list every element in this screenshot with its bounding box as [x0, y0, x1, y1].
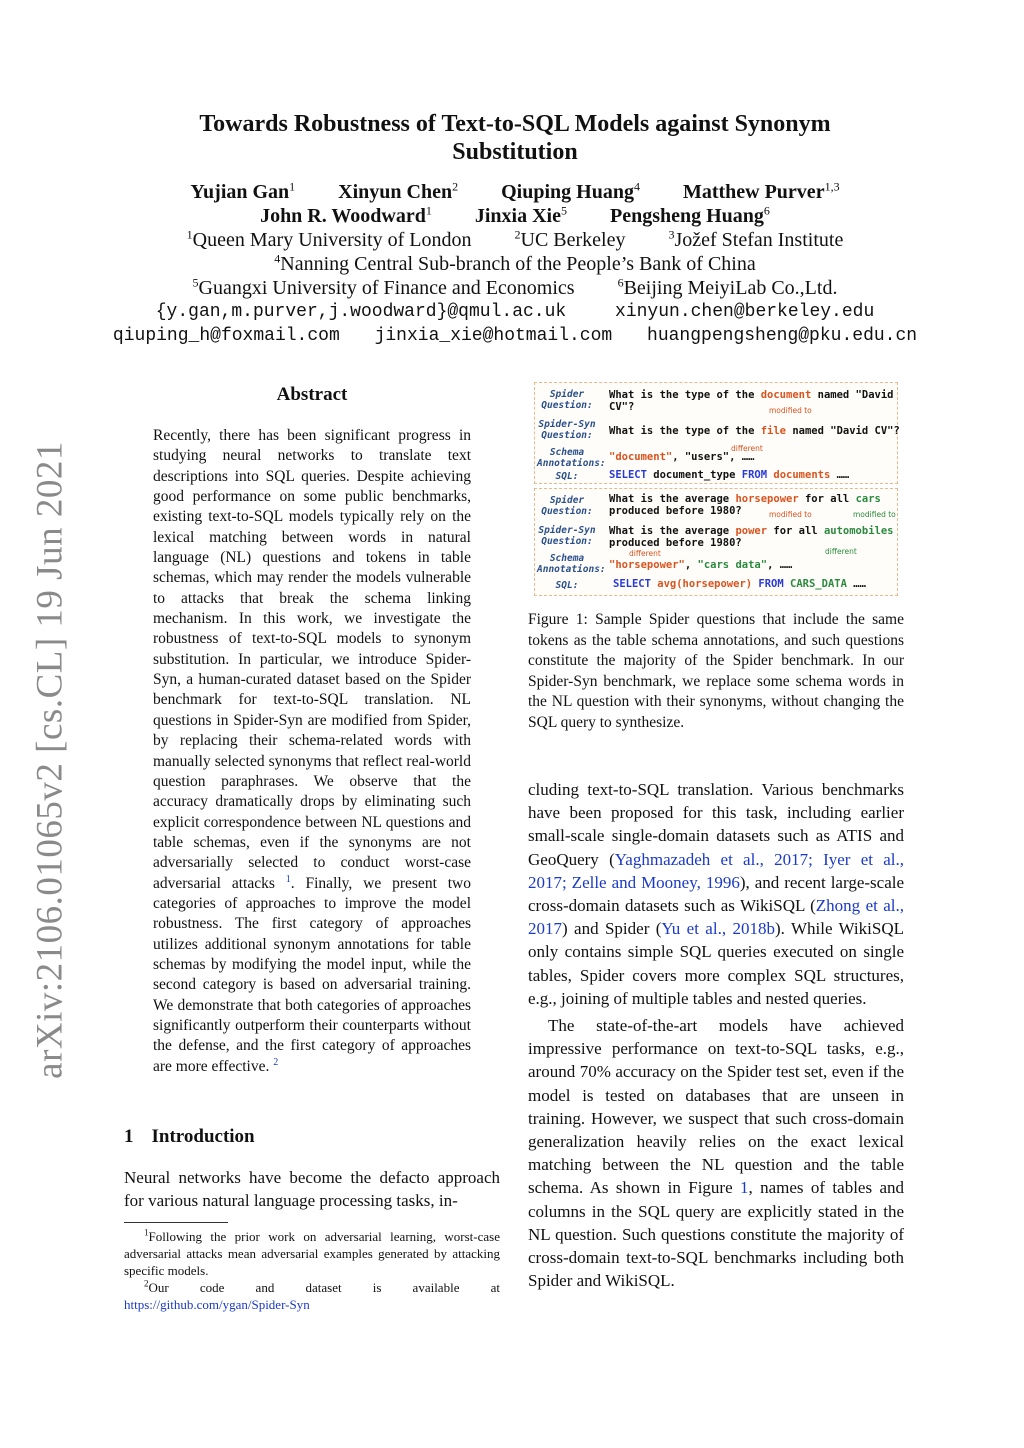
- email: jinxia_xie@hotmail.com: [374, 326, 613, 346]
- section-heading: [124, 1126, 255, 1148]
- email-line-1: [100, 300, 930, 324]
- citation-link[interactable]: Yu et al., 2018b: [661, 919, 775, 939]
- author-name: Qiuping Huang: [501, 181, 634, 203]
- arxiv-id: arXiv:2106.01065v2 [cs.CL] 19 Jun 2021: [29, 441, 71, 1079]
- footnotes: [124, 1228, 500, 1313]
- affiliation: UC Berkeley: [520, 229, 626, 251]
- paragraph: cluding text-to-SQL translation. Various benchmarks have been proposed for this task, including earlier small-scale single-domain datasets such as ATIS and GeoQuery (Yaghmazadeh et al., 2017; Iyer et al., 2017; Zelle and Mooney, 1996), and recent large-scale cross-domain datasets such as WikiSQL (Zhong et al., 2017) and Spider (Yu et al., 2018b). While WikiSQL only contains simple SQL queries executed on single tables, Spider covers more complex SQL structures, e.g., joining of multiple tables and nested queries.: [528, 780, 905, 1008]
- affiliation: Guangxi University of Finance and Economics: [198, 277, 575, 299]
- spider-question: What is the type of the document named "David CV"?: [609, 389, 894, 413]
- citation-link[interactable]: Yaghmazadeh et al., 2017; Iyer et al., 2017; Zelle and Mooney, 1996: [528, 849, 904, 892]
- affiliation: Jožef Stefan Institute: [674, 229, 844, 251]
- figure-ref-link[interactable]: 1: [740, 1178, 749, 1198]
- sql-query: SELECT document_type FROM documents ……: [609, 469, 850, 481]
- footnote: $^1$Following the prior work on adversarial learning, worst-case adversarial attacks mean adversarial examples generated by attacking specific models.: [124, 1227, 500, 1278]
- schema-annotations: "document", "users", ……: [609, 451, 755, 463]
- footnote: $^2$Our code and dataset is available at: [144, 1278, 500, 1295]
- figure-1: [534, 382, 898, 594]
- author-name: John R. Woodward: [260, 205, 426, 227]
- spider-syn-question: What is the type of the file named "David CV"?: [609, 425, 900, 437]
- author-name: Xinyun Chen: [338, 181, 453, 203]
- paragraph: The state-of-the-art models have achieved impressive performance on text-to-SQL tasks, e.g., around 70% accuracy on the Spider test set, even if the model is tested on databases that are unseen in training. However, we suspect that such cross-domain generalization heavily relies on the exact lexical matching between the NL question and the table schema. As shown in Figure 1, names of tables and columns in the SQL query are explicitly stated in the NL question. Such questions constitute the majority of cross-domain text-to-SQL benchmarks including both Spider and WikiSQL.: [528, 1016, 904, 1291]
- author-line-1: Yujian Gan$^1$ Xinyun Chen$^2$ Qiuping Huang$^4$ Matthew Purver$^{1,3}$: [190, 179, 840, 203]
- author-name: Jinxia Xie: [474, 205, 561, 227]
- section-title: Introduction: [151, 1126, 255, 1147]
- affiliation: Beijing MeiyiLab Co.,Ltd.: [623, 277, 838, 299]
- example-panel: Spider Question: What is the average horsepower for all cars produced before 1980? modified to modified to Spider-Syn Question: What is the average power for all automobiles produced before 1980? different different Schema Annotations: "horsepower", "cars data", …… SQL: SELECT avg(horsepower) FROM CARS_DATA ……: [534, 488, 898, 596]
- affiliation-line-3: $^5$Guangxi University of Finance and Economics $^6$Beijing MeiyiLab Co.,Ltd.: [192, 275, 838, 299]
- email: qiuping_h@foxmail.com: [112, 326, 340, 346]
- author-name: Yujian Gan: [190, 181, 290, 203]
- abstract-body: Recently, there has been significant progress in studying neural networks to translate text descriptions into SQL queries. Despite achieving good performance on some public benchmarks, existing text-to-SQL models typically rely on the lexical matching between words in natural language (NL) questions and tokens in table schemas, which may render the models vulnerable to attacks that break the schema linking mechanism. In this work, we investigate the robustness of text-to-SQL models to synonym substitution. In particular, we introduce Spider-Syn, a human-curated dataset based on the Spider benchmark for text-to-SQL translation. NL questions in Spider-Syn are modified from Spider, by replacing their schema-related words with manually selected synonyms that reflect real-world question paraphrases. We observe that the accuracy dramatically drops by eliminating such explicit correspondence between NL questions and table schemas, even if the synonyms are not adversarially selected to conduct worst-case adversarial attacks $^1$. Finally, we present two categories of approaches to improve the model robustness. The first category of approaches utilizes additional synonym annotations for table schemas by modifying the model input, while the second category is based on adversarial training. We demonstrate that both categories of approaches significantly outperform their counterparts without the defense, and the first category of approaches are more effective. $^2$: [153, 427, 471, 1075]
- email-line-2: [100, 324, 930, 348]
- abstract-heading: Abstract: [276, 384, 348, 405]
- sql-query: SELECT avg(horsepower) FROM CARS_DATA ……: [613, 578, 866, 590]
- repo-link[interactable]: https://github.com/ygan/Spider-Syn: [124, 1297, 310, 1312]
- email: {y.gan,m.purver,j.woodward}@qmul.ac.uk: [155, 302, 567, 322]
- figure-caption: Figure 1: Sample Spider questions that include the same tokens as the table schema annotations, and such questions constitute the majority of the Spider benchmark. In our Spider-Syn benchmark, we replace some schema words in the NL question with their synonyms, without changing the SQL query to synthesize.: [528, 611, 904, 731]
- paper-title: Towards Robustness of Text-to-SQL Models against Synonym Substitution: [199, 111, 831, 165]
- citation-link[interactable]: Zhong et al., 2017: [528, 896, 904, 939]
- arxiv-sidebar-stamp: [28, 441, 72, 1079]
- affiliation-line-1: $^1$Queen Mary University of London $^2$UC Berkeley $^3$Jožef Stefan Institute: [186, 227, 844, 251]
- section-number: 1: [124, 1126, 134, 1147]
- email: xinyun.chen@berkeley.edu: [615, 302, 875, 322]
- author-name: Pengsheng Huang: [609, 205, 764, 227]
- intro-paragraph: Neural networks have become the defacto approach for various natural language processing tasks, in-: [124, 1168, 500, 1210]
- schema-annotations: "horsepower", "cars data", ……: [609, 559, 793, 571]
- author-name: Matthew Purver: [682, 181, 825, 203]
- email: huangpengsheng@pku.edu.cn: [647, 326, 918, 346]
- footnote-ref[interactable]: 1: [285, 873, 291, 885]
- footnote-rule: [124, 1222, 228, 1223]
- spider-question: What is the average horsepower for all cars produced before 1980?: [609, 493, 881, 517]
- author-block: [100, 180, 930, 348]
- intro-right-column: [528, 778, 904, 1292]
- footnote-ref[interactable]: 2: [273, 1056, 279, 1068]
- example-panel: Spider Question: What is the type of the document named "David CV"? modified to Spider-Syn Question: What is the type of the file named "David CV"? different Schema Annotations: "document", "users", …… SQL: SELECT document_type FROM documents ……: [534, 382, 898, 484]
- affiliation-line-2: $^4$Nanning Central Sub-branch of the People’s Bank of China: [274, 251, 756, 275]
- spider-syn-question: What is the average power for all automobiles produced before 1980?: [609, 525, 894, 549]
- affiliation: Queen Mary University of London: [192, 229, 472, 251]
- affiliation: Nanning Central Sub-branch of the People’s Bank of China: [280, 253, 756, 275]
- author-line-2: John R. Woodward$^1$ Jinxia Xie$^5$ Pengsheng Huang$^6$: [260, 203, 770, 227]
